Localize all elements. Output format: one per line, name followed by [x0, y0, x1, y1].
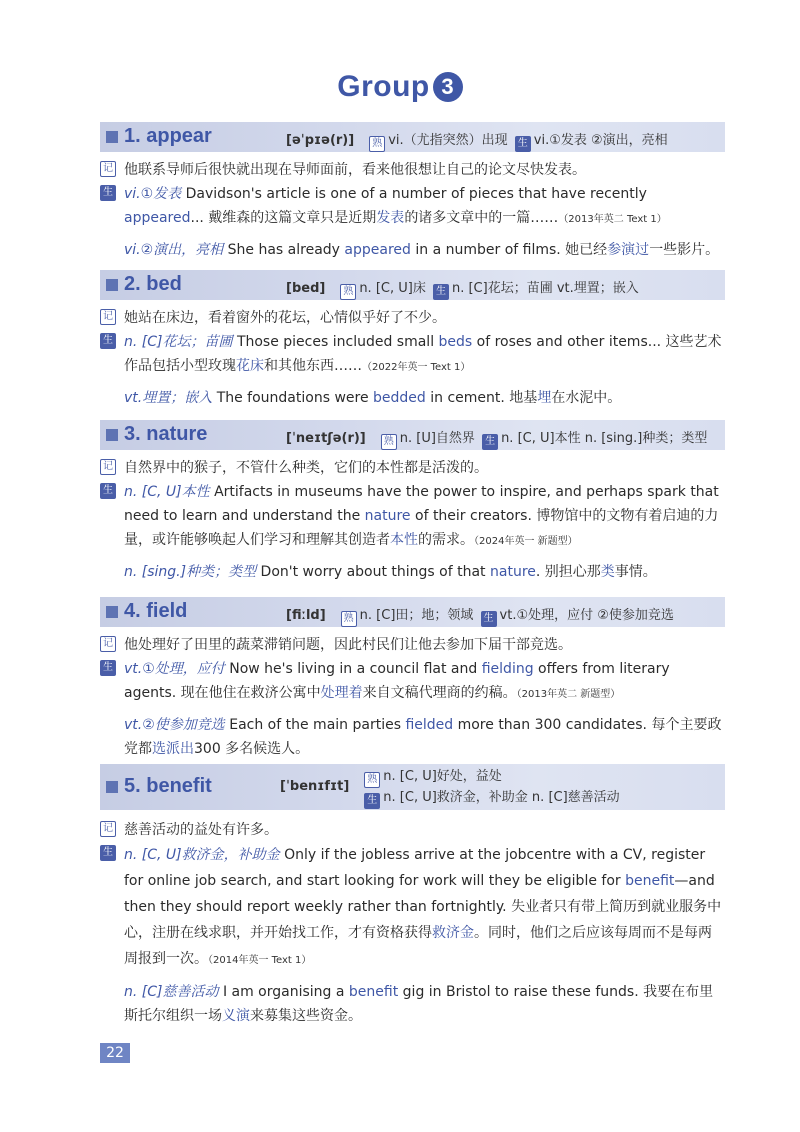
example-row: [100, 713, 725, 761]
new-meaning-icon: 生: [433, 284, 449, 300]
meanings: [280, 767, 620, 809]
example-en: I am organising a: [222, 984, 349, 1000]
square-icon: [106, 781, 118, 793]
zh-keyword: 花床: [236, 358, 264, 374]
keyword: fielding: [481, 661, 534, 677]
phonetic: [əˈpɪə(r)]: [286, 133, 355, 148]
keyword: appeared: [124, 210, 191, 226]
example-zh-tail: 在水泥中。: [551, 390, 622, 406]
headword: 4. field: [124, 600, 188, 622]
new-meaning-icon: 生: [481, 611, 497, 627]
new-meaning: vt.①处理，应付 ②使参加竞选: [499, 608, 674, 623]
memo-row: [100, 456, 725, 480]
new-meaning-icon: 生: [100, 845, 116, 861]
example-row: [100, 182, 725, 232]
headword-bar: [100, 597, 725, 627]
entry-field: [100, 597, 725, 761]
headword: 3. nature: [124, 423, 208, 445]
example-zh-tail: 的诸多文章中的一篇……: [404, 210, 559, 226]
example-row: [100, 238, 725, 262]
example-zh: in a number of films. 她已经: [410, 242, 608, 258]
example-zh: offers from literary agents. 现在他住在救济公寓中: [124, 661, 670, 701]
example-zh-tail: 和其他东西……: [264, 358, 362, 374]
entry-bed: [100, 270, 725, 410]
page-number: 22: [100, 1043, 130, 1063]
page-title: Group 3: [0, 70, 800, 104]
zh-keyword: 选派出: [152, 741, 194, 757]
example-en: Artifacts in museums have the power to inspire, and perhaps spark that need to learn and understand the: [124, 484, 719, 524]
entry-appear: [100, 122, 725, 262]
zh-keyword: 义演: [222, 1008, 250, 1024]
meanings: [286, 129, 668, 152]
square-icon: [106, 131, 118, 143]
example-row: [100, 386, 725, 410]
example-row: [100, 480, 725, 554]
example-zh: —and then they should report weekly rather than fortnightly. 失业者只有带上简历到就业服务中心，注册在线求职，并开始找工作，才有资格获得: [124, 873, 722, 941]
memo-text: 慈善活动的益处有许多。: [124, 822, 278, 838]
memo-icon: 记: [100, 636, 116, 652]
sense: n. [C, U]本性: [124, 484, 210, 500]
headword-bar: [100, 764, 725, 810]
example-zh-tail: 的需求。: [418, 532, 474, 548]
source: （2013年英二 Text 1）: [558, 214, 667, 225]
example-row: [100, 980, 725, 1028]
zh-keyword: 发表: [376, 210, 405, 226]
familiar-meaning: n. [C]田；地；领域: [359, 608, 474, 623]
memo-text: 他处理好了田里的蔬菜滞销问题，因此村民们让他去参加下届干部竞选。: [124, 637, 572, 653]
square-icon: [106, 279, 118, 291]
source: （2024年英一 新题型）: [474, 536, 578, 547]
new-meaning-icon: 生: [100, 483, 116, 499]
headword: 2. bed: [124, 273, 182, 295]
example-en: She has already: [227, 242, 345, 258]
keyword: appeared: [344, 242, 411, 258]
entry-benefit: [100, 764, 725, 1028]
example-en: Those pieces included small: [236, 334, 439, 350]
keyword: beds: [438, 334, 473, 350]
new-meaning: vi.①发表 ②演出，亮相: [533, 133, 668, 148]
entry-nature: [100, 420, 725, 584]
zh-keyword: 类: [600, 564, 615, 580]
familiar-icon: 熟: [364, 772, 380, 788]
zh-keyword: 埋: [537, 390, 552, 406]
example-zh: gig in Bristol to raise these funds. 我要在布里斯托尔组织一场: [124, 984, 714, 1024]
familiar-icon: 熟: [340, 284, 356, 300]
phonetic: [bed]: [286, 281, 326, 296]
memo-text: 他联系导师后很快就出现在导师面前，看来他很想让自己的论文尽快发表。: [124, 162, 586, 178]
example-zh-tail: 。同时，他们之后应该每周而不是每两周报到一次。: [124, 925, 712, 967]
familiar-meaning: n. [U]自然界: [399, 431, 475, 446]
headword: 1. appear: [124, 125, 212, 147]
memo-row: [100, 633, 725, 657]
example-zh-tail: 事情。: [614, 564, 657, 580]
sense: vt.①处理，应付: [124, 661, 225, 677]
example-zh: ... 戴维森的这篇文章只是近期: [190, 210, 377, 226]
memo-text: 她站在床边，看着窗外的花坛，心情似乎好了不少。: [124, 310, 446, 326]
memo-row: [100, 306, 725, 330]
example-en: Don't worry about things of that: [260, 564, 490, 580]
example-zh: . 别担心那: [535, 564, 601, 580]
example-en: Each of the main parties: [229, 717, 406, 733]
familiar-meaning: n. [C, U]床: [359, 281, 426, 296]
new-meaning: n. [C]花坛；苗圃 vt.埋置；嵌入: [451, 281, 639, 296]
group-number-badge: 3: [433, 72, 463, 102]
example-zh: in cement. 地基: [425, 390, 538, 406]
example-en: Davidson's article is one of a number of pieces that have recently: [185, 186, 647, 202]
example-row: [100, 842, 725, 974]
sense: vt.埋置；嵌入: [124, 390, 213, 406]
memo-icon: 记: [100, 821, 116, 837]
memo-icon: 记: [100, 161, 116, 177]
zh-keyword: 处理着: [320, 685, 363, 701]
memo-row: [100, 818, 725, 842]
example-zh-tail: 一些影片。: [649, 242, 720, 258]
sense: n. [C, U]救济金，补助金: [124, 847, 280, 863]
sense: n. [sing.]种类；类型: [124, 564, 257, 580]
headword-bar: [100, 122, 725, 152]
memo-row: [100, 158, 725, 182]
example-row: [100, 330, 725, 380]
example-zh: of roses and other items... 这些艺术作品包括小型玫瑰: [124, 334, 722, 374]
headword: 5. benefit: [124, 775, 212, 797]
example-row: [100, 560, 725, 584]
source: （2022年英一 Text 1）: [362, 362, 471, 373]
square-icon: [106, 429, 118, 441]
sense: n. [C]花坛；苗圃: [124, 334, 233, 350]
example-zh: of their creators. 博物馆中的文物有着启迪的力量，或许能够唤起人们学习和理解其创造者: [124, 508, 719, 548]
keyword: nature: [490, 564, 536, 580]
familiar-icon: 熟: [369, 136, 385, 152]
source: （2013年英二 新题型）: [516, 689, 621, 700]
familiar-icon: 熟: [341, 611, 357, 627]
new-meaning: n. [C, U]救济金，补助金 n. [C]慈善活动: [383, 790, 620, 805]
meanings: [286, 277, 639, 300]
new-meaning-icon: 生: [100, 660, 116, 676]
keyword: benefit: [625, 873, 675, 889]
phonetic: [ˈneɪtʃə(r)]: [286, 431, 366, 446]
sense: vi.①发表: [124, 186, 182, 202]
keyword: bedded: [373, 390, 426, 406]
memo-icon: 记: [100, 309, 116, 325]
keyword: fielded: [405, 717, 454, 733]
example-en: Now he's living in a council flat and: [229, 661, 482, 677]
meanings: [286, 427, 707, 450]
new-meaning-icon: 生: [482, 434, 498, 450]
new-meaning-icon: 生: [515, 136, 531, 152]
zh-keyword: 参演过: [607, 242, 650, 258]
example-zh: more than 300 candidates. 每个主要政党都: [124, 717, 722, 757]
memo-text: 自然界中的猴子，不管什么种类，它们的本性都是活泼的。: [124, 460, 488, 476]
zh-keyword: 本性: [390, 532, 418, 548]
familiar-meaning: vi.（尤指突然）出现: [388, 133, 508, 148]
keyword: benefit: [348, 984, 399, 1000]
headword-bar: [100, 420, 725, 450]
new-meaning: n. [C, U]本性 n. [sing.]种类；类型: [501, 431, 708, 446]
keyword: nature: [364, 508, 411, 524]
meanings: [286, 604, 674, 627]
example-zh-tail: 来募集这些资金。: [250, 1008, 362, 1024]
phonetic: [ˈbenɪfɪt]: [280, 779, 350, 794]
headword-bar: [100, 270, 725, 300]
familiar-meaning: n. [C, U]好处，益处: [383, 769, 502, 784]
example-zh-tail: 来自文稿代理商的约稿。: [362, 685, 517, 701]
sense: vi.②演出，亮相: [124, 242, 224, 258]
sense: vt.②使参加竞选: [124, 717, 225, 733]
example-row: [100, 657, 725, 707]
familiar-icon: 熟: [381, 434, 397, 450]
source: （2014年英一 Text 1）: [208, 955, 312, 966]
new-meaning-icon: 生: [100, 185, 116, 201]
phonetic: [fiːld]: [286, 608, 326, 623]
zh-keyword: 救济金: [432, 925, 474, 941]
new-meaning-icon: 生: [364, 793, 380, 809]
example-zh-tail: 300 多名候选人。: [194, 741, 310, 757]
example-en: Only if the jobless arrive at the jobcentre with a CV, register for online job search, and start looking for work will they be eligible for: [124, 847, 706, 889]
memo-icon: 记: [100, 459, 116, 475]
new-meaning-icon: 生: [100, 333, 116, 349]
example-en: The foundations were: [216, 390, 374, 406]
sense: n. [C]慈善活动: [124, 984, 219, 1000]
square-icon: [106, 606, 118, 618]
